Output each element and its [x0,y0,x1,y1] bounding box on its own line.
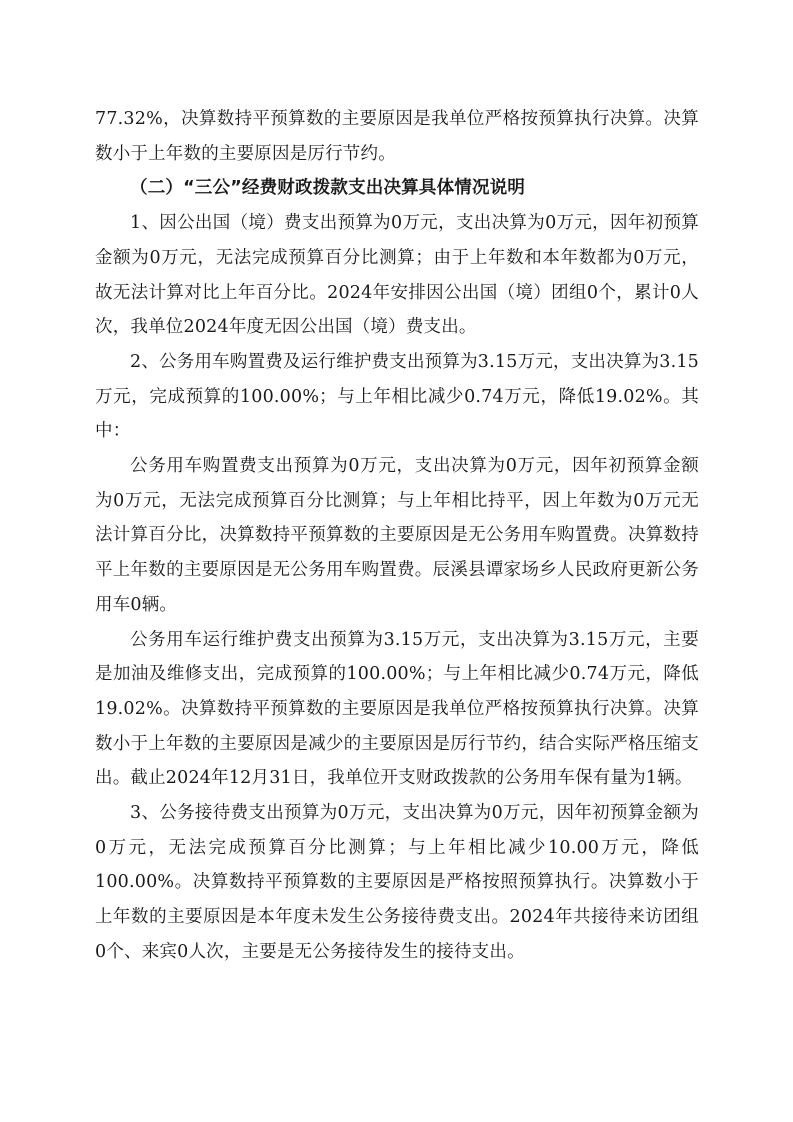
document-body [95,102,699,970]
paragraph-vehicle-maintenance: 公务用车运行维护费支出预算为3.15万元，支出决算为3.15万元，主要是加油及维修支出，完成预算的100.00%；与上年相比减少0.74万元，降低19.02%。决算数持平预算数的主要原因是我单位严格按预算执行决算。决算数小于上年数的主要原因是减少的主要原因是厉行节约，结合实际严格压缩支出。截止2024年12月31日，我单位开支财政拨款的公务用车保有量为1辆。 [95,629,699,789]
section-heading: （二）“三公”经费财政拨款支出决算具体情况说明 [130,178,526,199]
paragraph-overseas-travel: 1、因公出国（境）费支出预算为0万元，支出决算为0万元，因年初预算金额为0万元，无法完成预算百分比测算；由于上年数和本年数都为0万元，故无法计算对比上年百分比。2024年安排因公出国（境）团组0个，累计0人次，我单位2024年度无因公出国（境）费支出。 [95,213,699,338]
paragraph-reception: 3、公务接待费支出预算为0万元，支出决算为0万元，因年初预算金额为0万元，无法完成预算百分比测算；与上年相比减少10.00万元，降低100.00%。决算数持平预算数的主要原因是严格按照预算执行。决算数小于上年数的主要原因是本年度未发生公务接待费支出。2024年共接待来访团组0个、来宾0人次，主要是无公务接待发生的接待支出。 [95,803,699,962]
paragraph-vehicle-summary: 2、公务用车购置费及运行维护费支出预算为3.15万元，支出决算为3.15万元，完成预算的100.00%；与上年相比减少0.74万元，降低19.02%。其中： [95,351,699,442]
paragraph-vehicle-purchase: 公务用车购置费支出预算为0万元，支出决算为0万元，因年初预算金额为0万元，无法完成预算百分比测算；与上年相比持平，因上年数为0万元无法计算百分比，决算数持平预算数的主要原因是无公务用车购置费。决算数持平上年数的主要原因是无公务用车购置费。辰溪县谭家场乡人民政府更新公务用车0辆。 [95,456,699,615]
paragraph-continuation: 77.32%，决算数持平预算数的主要原因是我单位严格按预算执行决算。决算数小于上年数的主要原因是厉行节约。 [95,109,699,164]
